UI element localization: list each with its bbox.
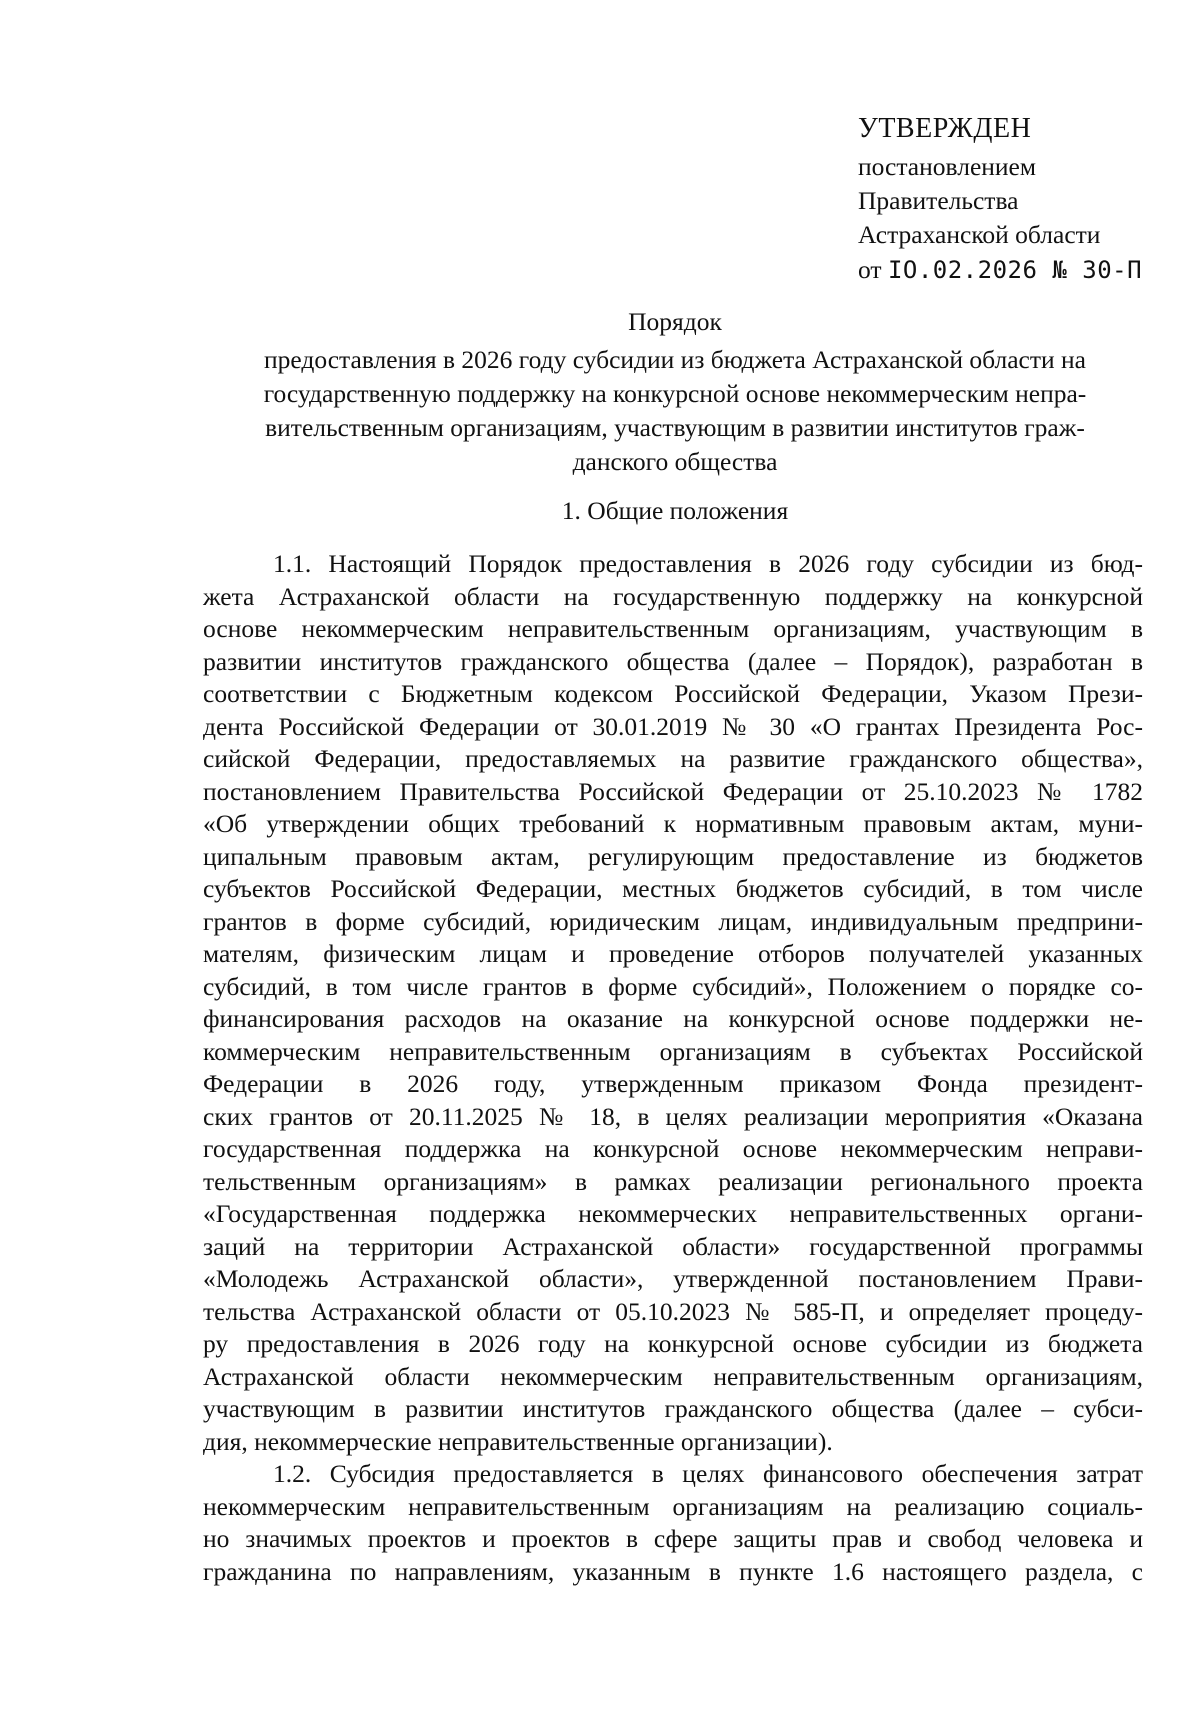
body-line: но значимых проектов и проектов в сфере защиты прав и свобод человека и — [203, 1524, 1143, 1553]
body-line: «Молодежь Астраханской области», утвержденной постановлением Прави- — [203, 1264, 1143, 1293]
document-title-line: предоставления в 2026 году субсидии из бюджета Астраханской области на — [264, 345, 1086, 374]
body-line: грантов в форме субсидий, юридическим лицам, индивидуальным предприни- — [203, 906, 1143, 936]
approval-date-line — [858, 253, 1178, 287]
body-line: дия, некоммерческие неправительственные организации). — [203, 1426, 833, 1456]
document-title-line: вительственным организациям, участвующим в развитии институтов граж- — [265, 413, 1085, 442]
section-heading: 1. Общие положения — [561, 496, 789, 525]
approval-line-1: постановлением — [858, 152, 1037, 181]
body-line: тельства Астраханской области от 05.10.2023 № 585-П, и определяет процеду- — [203, 1296, 1143, 1326]
body-line: 1.1. Настоящий Порядок предоставления в 2026 году субсидии из бюд- — [273, 549, 1143, 578]
body-line: участвующим в развитии институтов гражданского общества (далее – субси- — [203, 1394, 1143, 1423]
approval-line-2: Правительства — [858, 186, 1019, 215]
approval-line-3: Астраханской области — [858, 220, 1101, 249]
body-line: сийской Федерации, предоставляемых на развитие гражданского общества», — [203, 744, 1143, 773]
body-line: «Об утверждении общих требований к нормативным правовым актам, муни- — [203, 809, 1143, 838]
body-line: соответствии с Бюджетным кодексом Российской Федерации, Указом Прези- — [203, 679, 1143, 708]
approval-date-value: IO.02.2026 № 30-П — [887, 256, 1143, 284]
body-line: «Государственная поддержка некоммерческих неправительственных органи- — [203, 1199, 1143, 1228]
document-title-line: данского общества — [572, 447, 778, 476]
document-title — [200, 305, 1150, 479]
body-line: заций на территории Астраханской области» государственной программы — [203, 1231, 1143, 1261]
body-line: финансирования расходов на оказание на конкурсной основе поддержки не- — [203, 1004, 1143, 1033]
document-title-line: государственную поддержку на конкурсной основе некоммерческим непра- — [263, 379, 1087, 408]
body-line: тельственным организациям» в рамках реализации регионального проекта — [203, 1166, 1143, 1196]
paragraph-1-1 — [203, 548, 1143, 1458]
body-line: Астраханской области некоммерческим неправительственным организациям, — [203, 1361, 1143, 1391]
approval-date-prefix: от — [858, 255, 882, 284]
body-line: государственная поддержка на конкурсной основе некоммерческим неправи- — [203, 1134, 1143, 1163]
document-body — [203, 548, 1143, 1588]
paragraph-1-2 — [203, 1458, 1143, 1588]
body-line: субсидий, в том числе грантов в форме субсидий», Положением о порядке со- — [203, 971, 1143, 1001]
body-line: постановлением Правительства Российской Федерации от 25.10.2023 № 1782 — [203, 776, 1143, 806]
body-line: мателям, физическим лицам и проведение отборов получателей указанных — [203, 939, 1143, 968]
body-line: субъектов Российской Федерации, местных бюджетов субсидий, в том числе — [203, 874, 1143, 903]
body-line: развитии институтов гражданского общества (далее – Порядок), разработан в — [203, 646, 1143, 676]
approval-title: УТВЕРЖДЕН — [858, 113, 1032, 144]
body-line: жета Астраханской области на государственную поддержку на конкурсной — [203, 581, 1143, 611]
body-line: 1.2. Субсидия предоставляется в целях финансового обеспечения затрат — [273, 1459, 1143, 1488]
document-title-heading: Порядок — [628, 307, 722, 336]
body-line: дента Российской Федерации от 30.01.2019 № 30 «О грантах Президента Рос- — [203, 711, 1143, 741]
body-line: Федерации в 2026 году, утвержденным приказом Фонда президент- — [203, 1069, 1143, 1098]
approval-stamp — [858, 112, 1178, 287]
body-line: ских грантов от 20.11.2025 № 18, в целях реализации мероприятия «Оказана — [203, 1101, 1143, 1131]
body-line: некоммерческим неправительственным организациям на реализацию социаль- — [203, 1491, 1143, 1521]
body-line: гражданина по направлениям, указанным в пункте 1.6 настоящего раздела, с — [203, 1556, 1143, 1586]
body-line: ру предоставления в 2026 году на конкурсной основе субсидии из бюджета — [203, 1329, 1143, 1358]
body-line: ципальным правовым актам, регулирующим предоставление из бюджетов — [203, 841, 1143, 871]
body-line: коммерческим неправительственным организациям в субъектах Российской — [203, 1036, 1143, 1066]
body-line: основе некоммерческим неправительственным организациям, участвующим в — [203, 614, 1143, 643]
